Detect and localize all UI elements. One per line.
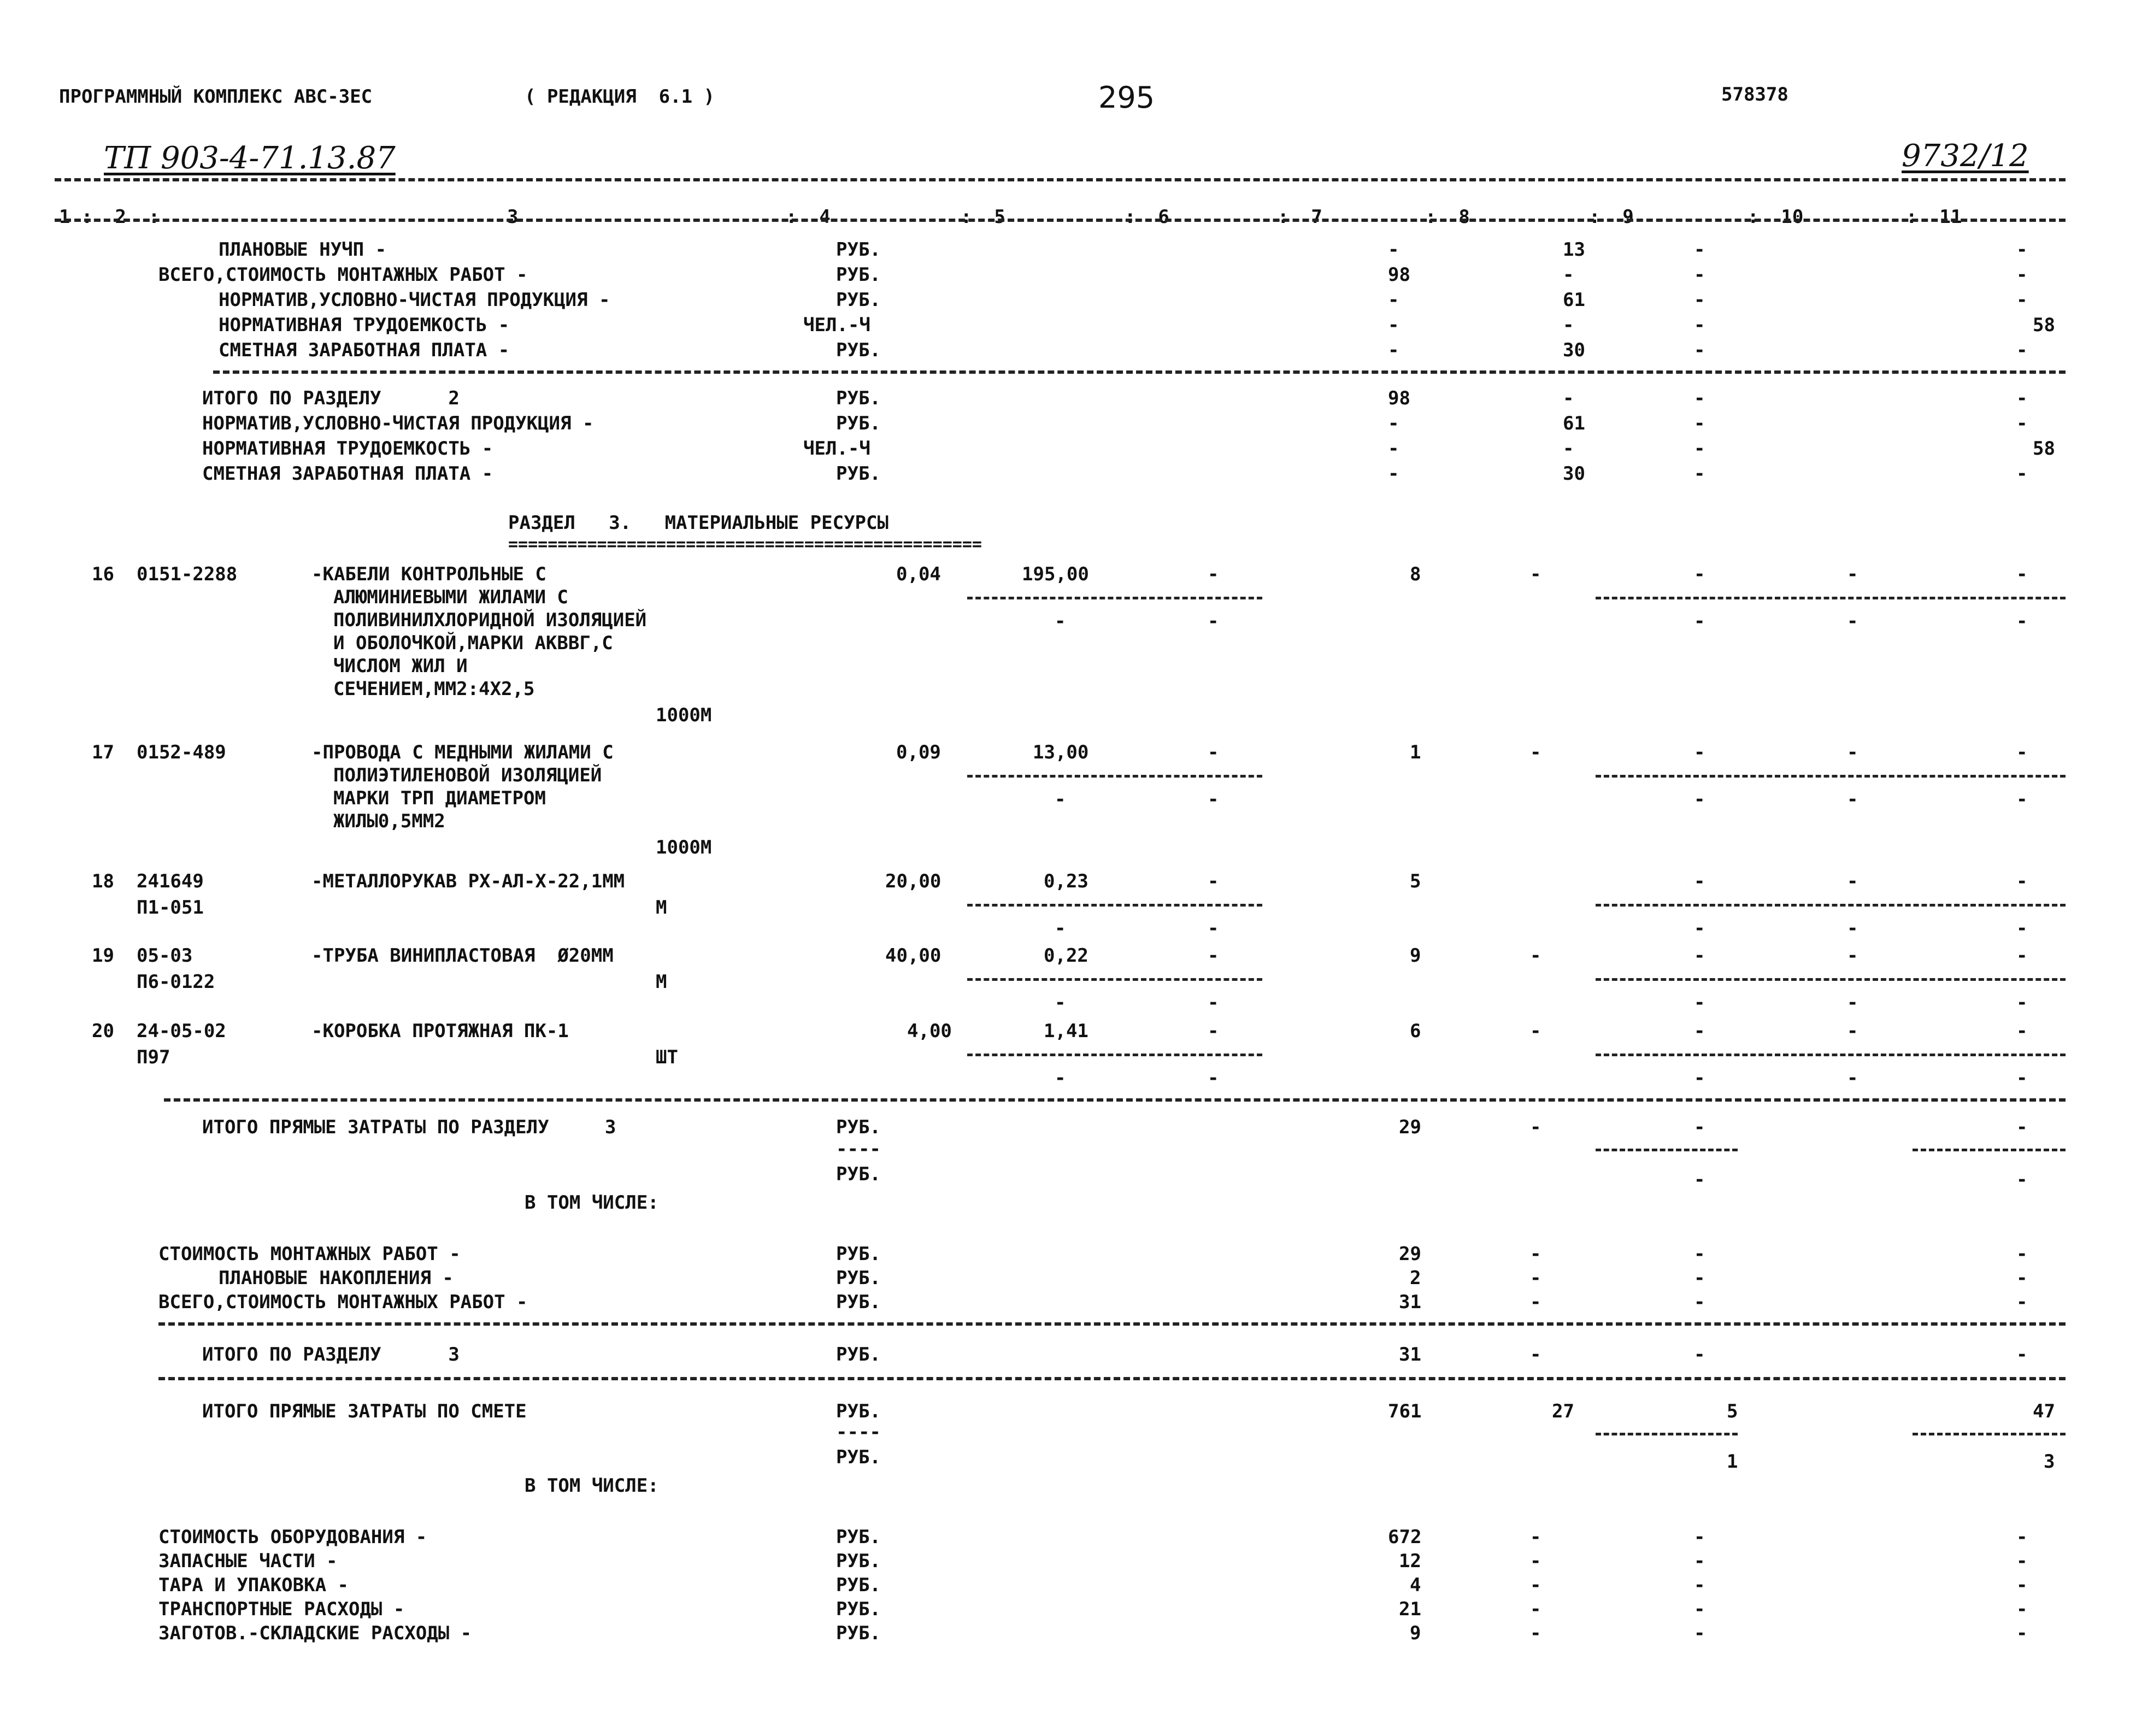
summary-c11: - [2016,289,2028,311]
item-desc: ПОЛИЭТИЛЕНОВОЙ ИЗОЛЯЦИЕЙ [333,764,602,786]
total-label: ИТОГО ПО РАЗДЕЛУ 2 [202,387,460,409]
item-sub-c6: - [1208,992,1219,1014]
direct-c8: - [1530,1116,1541,1138]
breakdown-c11: - [2016,1243,2028,1265]
direct-unit: РУБ. [836,1116,881,1138]
item-sub-c11: - [2016,610,2028,632]
item-sub-c5: - [1055,788,1066,810]
item-code-2: П1-051 [137,897,204,919]
breakdown-c8: - [1530,1267,1541,1289]
section-divider [213,370,2066,374]
item-desc: ПОЛИВИНИЛХЛОРИДНОЙ ИЗОЛЯЦИЕЙ [333,609,647,631]
item-c10: - [1847,870,1858,892]
section-divider [164,1098,2066,1102]
item-code-2: П97 [137,1046,170,1068]
estimate-breakdown-c8: - [1530,1526,1541,1548]
estimate-breakdown-label: ЗАПАСНЫЕ ЧАСТИ - [158,1550,338,1572]
direct-c7: 29 [1399,1116,1421,1138]
section3-total-unit: РУБ. [836,1344,881,1366]
item-c10: - [1847,945,1858,967]
col-1-2: 1 : 2 : [59,206,160,228]
estimate-breakdown-c9: - [1694,1550,1705,1572]
summary-label: СМЕТНАЯ ЗАРАБОТНАЯ ПЛАТА - [219,339,510,361]
estimate-breakdown-c11: - [2016,1622,2028,1644]
total-unit: ЧЕЛ.-Ч [803,438,870,460]
estimate-direct-c9: 5 [1727,1400,1738,1422]
summary-unit: РУБ. [836,289,881,311]
item-sub-c10: - [1847,1067,1858,1089]
breakdown-unit: РУБ. [836,1267,881,1289]
estimate-breakdown-unit: РУБ. [836,1550,881,1572]
estimate-direct-unit: РУБ. [836,1400,881,1422]
item-sub-c10: - [1847,917,1858,939]
item-qty: 40,00 [885,945,942,967]
estimate-breakdown-c9: - [1694,1622,1705,1644]
item-c10: - [1847,1020,1858,1042]
summary-c11: - [2016,264,2028,286]
item-c9: - [1694,945,1705,967]
item-sub-c5: - [1055,610,1066,632]
total-unit: РУБ. [836,413,881,434]
item-desc: -ТРУБА ВИНИПЛАСТОВАЯ Ø20ММ [311,945,614,967]
breakdown-c7: 31 [1399,1291,1421,1313]
breakdown-c11: - [2016,1267,2028,1289]
col-10: : 10 [1747,206,1804,228]
item-c9: - [1694,1020,1705,1042]
item-sub-c5: - [1055,1067,1066,1089]
total-c9: - [1694,387,1705,409]
edition: ( РЕДАКЦИЯ 6.1 ) [525,86,715,108]
breakdown-label: ПЛАНОВЫЕ НАКОПЛЕНИЯ - [219,1267,454,1289]
estimate-breakdown-label: ЗАГОТОВ.-СКЛАДСКИЕ РАСХОДЫ - [158,1622,472,1644]
item-c7: 8 [1410,563,1421,585]
item-number: 16 [92,563,114,585]
item-c6: - [1208,1020,1219,1042]
item-qty: 4,00 [907,1020,952,1042]
breakdown-label: СТОИМОСТЬ МОНТАЖНЫХ РАБОТ - [158,1243,461,1265]
item-sub-c10: - [1847,610,1858,632]
item-subline [1596,775,2066,778]
col-9: : 9 [1589,206,1634,228]
estimate-breakdown-c7: 4 [1410,1574,1421,1596]
item-c11: - [2016,563,2028,585]
summary-unit: РУБ. [836,339,881,361]
total-c11: - [2016,413,2028,434]
item-sub-c6: - [1208,917,1219,939]
direct-c11: - [2016,1116,2028,1138]
estimate-direct-c8: 27 [1552,1400,1574,1422]
direct-c11b: - [2016,1169,2028,1191]
summary-label: ПЛАНОВЫЕ НУЧП - [219,239,387,261]
item-sub-c11: - [2016,992,2028,1014]
item-code: 24-05-02 [137,1020,226,1042]
item-sub-c9: - [1694,1067,1705,1089]
item-c10: - [1847,742,1858,763]
item-subline [967,775,1262,778]
in-that-number: В ТОМ ЧИСЛЕ: [525,1192,659,1214]
estimate-breakdown-c7: 9 [1410,1622,1421,1644]
item-desc: -КОРОБКА ПРОТЯЖНАЯ ПК-1 [311,1020,569,1042]
item-unit: ШТ [656,1046,678,1068]
item-price: 0,23 [1044,870,1088,892]
summary-unit: ЧЕЛ.-Ч [803,314,870,336]
breakdown-c7: 2 [1410,1267,1421,1289]
estimate-breakdown-c7: 12 [1399,1550,1421,1572]
estimate-breakdown-c11: - [2016,1574,2028,1596]
total-c7: - [1388,438,1399,460]
summary-c9: - [1694,264,1705,286]
section3-total-c8: - [1530,1344,1541,1366]
breakdown-unit: РУБ. [836,1291,881,1313]
item-sub-c10: - [1847,788,1858,810]
item-code: 05-03 [137,945,193,967]
total-label: СМЕТНАЯ ЗАРАБОТНАЯ ПЛАТА - [202,463,493,485]
summary-label: ВСЕГО,СТОИМОСТЬ МОНТАЖНЫХ РАБОТ - [158,264,528,286]
section3-underline: ================================================ [508,535,982,554]
item-code: 0151-2288 [137,563,238,585]
item-c7: 6 [1410,1020,1421,1042]
page-number: 295 [1098,80,1155,115]
item-c9: - [1694,563,1705,585]
item-c6: - [1208,563,1219,585]
col-8: : 8 [1425,206,1470,228]
estimate-direct-c11b: 3 [2044,1451,2055,1473]
item-subline [967,904,1262,907]
col-7: : 7 [1278,206,1322,228]
summary-unit: РУБ. [836,239,881,261]
estimate-subline [1913,1433,2066,1435]
item-c11: - [2016,945,2028,967]
summary-c7: 98 [1388,264,1410,286]
direct-label: ИТОГО ПРЯМЫЕ ЗАТРАТЫ ПО РАЗДЕЛУ 3 [202,1116,616,1138]
item-desc: И ОБОЛОЧКОЙ,МАРКИ АКВВГ,С [333,632,613,654]
item-subline [1596,597,2066,599]
item-c9: - [1694,870,1705,892]
estimate-direct-c11: 47 [2033,1400,2055,1422]
item-sub-c9: - [1694,992,1705,1014]
summary-c8: 30 [1563,339,1585,361]
item-subline [1596,1054,2066,1056]
col-4: : 4 [786,206,831,228]
item-c8: - [1530,563,1541,585]
section3-total-c9: - [1694,1344,1705,1366]
item-unit: М [656,897,667,919]
total-c7: - [1388,413,1399,434]
estimate-breakdown-c8: - [1530,1574,1541,1596]
estimate-breakdown-c7: 21 [1399,1598,1421,1620]
section-divider [158,1322,2066,1326]
sheet-code: 9732/12 [1902,138,2029,174]
item-sub-c11: - [2016,1067,2028,1089]
item-c7: 5 [1410,870,1421,892]
direct-unit-2: РУБ. [836,1163,881,1185]
section3-title: РАЗДЕЛ 3. МАТЕРИАЛЬНЫЕ РЕСУРСЫ [508,512,889,534]
section3-total-c7: 31 [1399,1344,1421,1366]
item-desc: -ПРОВОДА С МЕДНЫМИ ЖИЛАМИ С [311,742,614,763]
item-c11: - [2016,742,2028,763]
item-sub-c11: - [2016,917,2028,939]
item-c9: - [1694,742,1705,763]
estimate-breakdown-c11: - [2016,1598,2028,1620]
breakdown-c8: - [1530,1291,1541,1313]
summary-unit: РУБ. [836,264,881,286]
estimate-breakdown-label: ТРАНСПОРТНЫЕ РАСХОДЫ - [158,1598,405,1620]
total-c9: - [1694,463,1705,485]
summary-c8: 61 [1563,289,1585,311]
breakdown-c9: - [1694,1291,1705,1313]
summary-c7: - [1388,289,1399,311]
direct-subline [1596,1149,1738,1151]
total-c7: 98 [1388,387,1410,409]
section-divider [158,1377,2066,1380]
item-sub-c9: - [1694,610,1705,632]
item-c8: - [1530,1020,1541,1042]
item-desc: МАРКИ ТРП ДИАМЕТРОМ [333,787,546,809]
total-c9: - [1694,413,1705,434]
item-qty: 0,04 [896,563,941,585]
program-name: ПРОГРАММНЫЙ КОМПЛЕКС АВС-ЗЕС [59,86,373,108]
total-label: НОРМАТИВ,УСЛОВНО-ЧИСТАЯ ПРОДУКЦИЯ - [202,413,594,434]
breakdown-unit: РУБ. [836,1243,881,1265]
item-c8: - [1530,742,1541,763]
item-c11: - [2016,1020,2028,1042]
estimate-breakdown-c8: - [1530,1550,1541,1572]
project-code: ТП 903-4-71.13.87 [104,140,396,176]
item-sub-c5: - [1055,917,1066,939]
item-desc: -МЕТАЛЛОРУКАВ РХ-АЛ-Х-22,1ММ [311,870,625,892]
col-6: : 6 [1125,206,1169,228]
section3-total-label: ИТОГО ПО РАЗДЕЛУ 3 [202,1344,460,1366]
total-c8: 30 [1563,463,1585,485]
in-that-number: В ТОМ ЧИСЛЕ: [525,1475,659,1497]
total-c8: 61 [1563,413,1585,434]
summary-c7: - [1388,339,1399,361]
total-label: НОРМАТИВНАЯ ТРУДОЕМКОСТЬ - [202,438,493,460]
item-c11: - [2016,870,2028,892]
item-sub-c9: - [1694,788,1705,810]
item-subline [967,597,1262,599]
breakdown-c9: - [1694,1267,1705,1289]
summary-c8: - [1563,314,1574,336]
item-code: 241649 [137,870,204,892]
item-number: 17 [92,742,114,763]
estimate-direct-unit-2: РУБ. [836,1446,881,1468]
item-subline [967,978,1262,981]
item-sub-c10: - [1847,992,1858,1014]
estimate-breakdown-c8: - [1530,1622,1541,1644]
breakdown-label: ВСЕГО,СТОИМОСТЬ МОНТАЖНЫХ РАБОТ - [158,1291,528,1313]
item-price: 13,00 [1033,742,1089,763]
header-rule-bottom [55,219,2066,222]
total-c11: 58 [2033,438,2055,460]
item-desc: -КАБЕЛИ КОНТРОЛЬНЫЕ С [311,563,546,585]
total-c11: - [2016,387,2028,409]
item-subline [1596,904,2066,907]
summary-c9: - [1694,239,1705,261]
item-code-2: П6-0122 [137,971,215,993]
item-sub-c9: - [1694,917,1705,939]
item-subline [967,1054,1262,1056]
estimate-breakdown-unit: РУБ. [836,1598,881,1620]
breakdown-c11: - [2016,1291,2028,1313]
item-qty: 0,09 [896,742,941,763]
item-sub-c6: - [1208,788,1219,810]
direct-c9: - [1694,1116,1705,1138]
item-desc: АЛЮМИНИЕВЫМИ ЖИЛАМИ С [333,586,568,608]
summary-c11: - [2016,339,2028,361]
estimate-breakdown-c7: 672 [1388,1526,1422,1548]
estimate-breakdown-unit: РУБ. [836,1526,881,1548]
breakdown-c8: - [1530,1243,1541,1265]
summary-c9: - [1694,314,1705,336]
breakdown-c9: - [1694,1243,1705,1265]
item-c7: 9 [1410,945,1421,967]
item-price: 195,00 [1022,563,1089,585]
item-c6: - [1208,945,1219,967]
summary-c8: 13 [1563,239,1585,261]
summary-c11: - [2016,239,2028,261]
item-subline [1596,978,2066,981]
estimate-direct-dashes: ---- [836,1421,881,1443]
item-sub-c5: - [1055,992,1066,1014]
direct-c9b: - [1694,1169,1705,1191]
item-unit: 1000М [656,704,712,726]
estimate-direct-c9b: 1 [1727,1451,1738,1473]
item-sub-c11: - [2016,788,2028,810]
estimate-breakdown-unit: РУБ. [836,1574,881,1596]
summary-label: НОРМАТИВНАЯ ТРУДОЕМКОСТЬ - [219,314,510,336]
header-rule-top [55,178,2066,181]
section3-total-c11: - [2016,1344,2028,1366]
estimate-breakdown-c9: - [1694,1526,1705,1548]
item-desc: ЖИЛЫ0,5ММ2 [333,810,445,832]
total-unit: РУБ. [836,463,881,485]
total-c9: - [1694,438,1705,460]
breakdown-c7: 29 [1399,1243,1421,1265]
summary-label: НОРМАТИВ,УСЛОВНО-ЧИСТАЯ ПРОДУКЦИЯ - [219,289,610,311]
item-qty: 20,00 [885,870,942,892]
estimate-direct-c7: 761 [1388,1400,1422,1422]
summary-c7: - [1388,314,1399,336]
item-number: 19 [92,945,114,967]
direct-subline [1913,1149,2066,1151]
estimate-subline [1596,1433,1738,1435]
item-price: 0,22 [1044,945,1088,967]
item-unit: М [656,971,667,993]
item-unit: 1000М [656,837,712,858]
estimate-breakdown-c11: - [2016,1526,2028,1548]
summary-c9: - [1694,289,1705,311]
item-c8: - [1530,945,1541,967]
summary-c8: - [1563,264,1574,286]
summary-c9: - [1694,339,1705,361]
col-3: 3 [507,206,519,228]
item-price: 1,41 [1044,1020,1088,1042]
item-number: 18 [92,870,114,892]
item-c7: 1 [1410,742,1421,763]
col-5: : 5 [961,206,1005,228]
item-number: 20 [92,1020,114,1042]
estimate-direct-label: ИТОГО ПРЯМЫЕ ЗАТРАТЫ ПО СМЕТЕ [202,1400,527,1422]
summary-c7: - [1388,239,1399,261]
doc-number: 578378 [1721,84,1788,105]
item-c10: - [1847,563,1858,585]
item-desc: СЕЧЕНИЕМ,ММ2:4Х2,5 [333,678,535,700]
total-unit: РУБ. [836,387,881,409]
direct-dashes: ---- [836,1138,881,1160]
estimate-breakdown-c9: - [1694,1574,1705,1596]
total-c8: - [1563,438,1574,460]
estimate-breakdown-c8: - [1530,1598,1541,1620]
item-c6: - [1208,870,1219,892]
estimate-breakdown-label: СТОИМОСТЬ ОБОРУДОВАНИЯ - [158,1526,427,1548]
estimate-breakdown-label: ТАРА И УПАКОВКА - [158,1574,349,1596]
item-c6: - [1208,742,1219,763]
estimate-breakdown-unit: РУБ. [836,1622,881,1644]
item-desc: ЧИСЛОМ ЖИЛ И [333,655,468,677]
estimate-breakdown-c11: - [2016,1550,2028,1572]
item-sub-c6: - [1208,610,1219,632]
total-c11: - [2016,463,2028,485]
item-code: 0152-489 [137,742,226,763]
summary-c11: 58 [2033,314,2055,336]
item-sub-c6: - [1208,1067,1219,1089]
col-11: : 11 [1906,206,1962,228]
total-c7: - [1388,463,1399,485]
estimate-breakdown-c9: - [1694,1598,1705,1620]
total-c8: - [1563,387,1574,409]
